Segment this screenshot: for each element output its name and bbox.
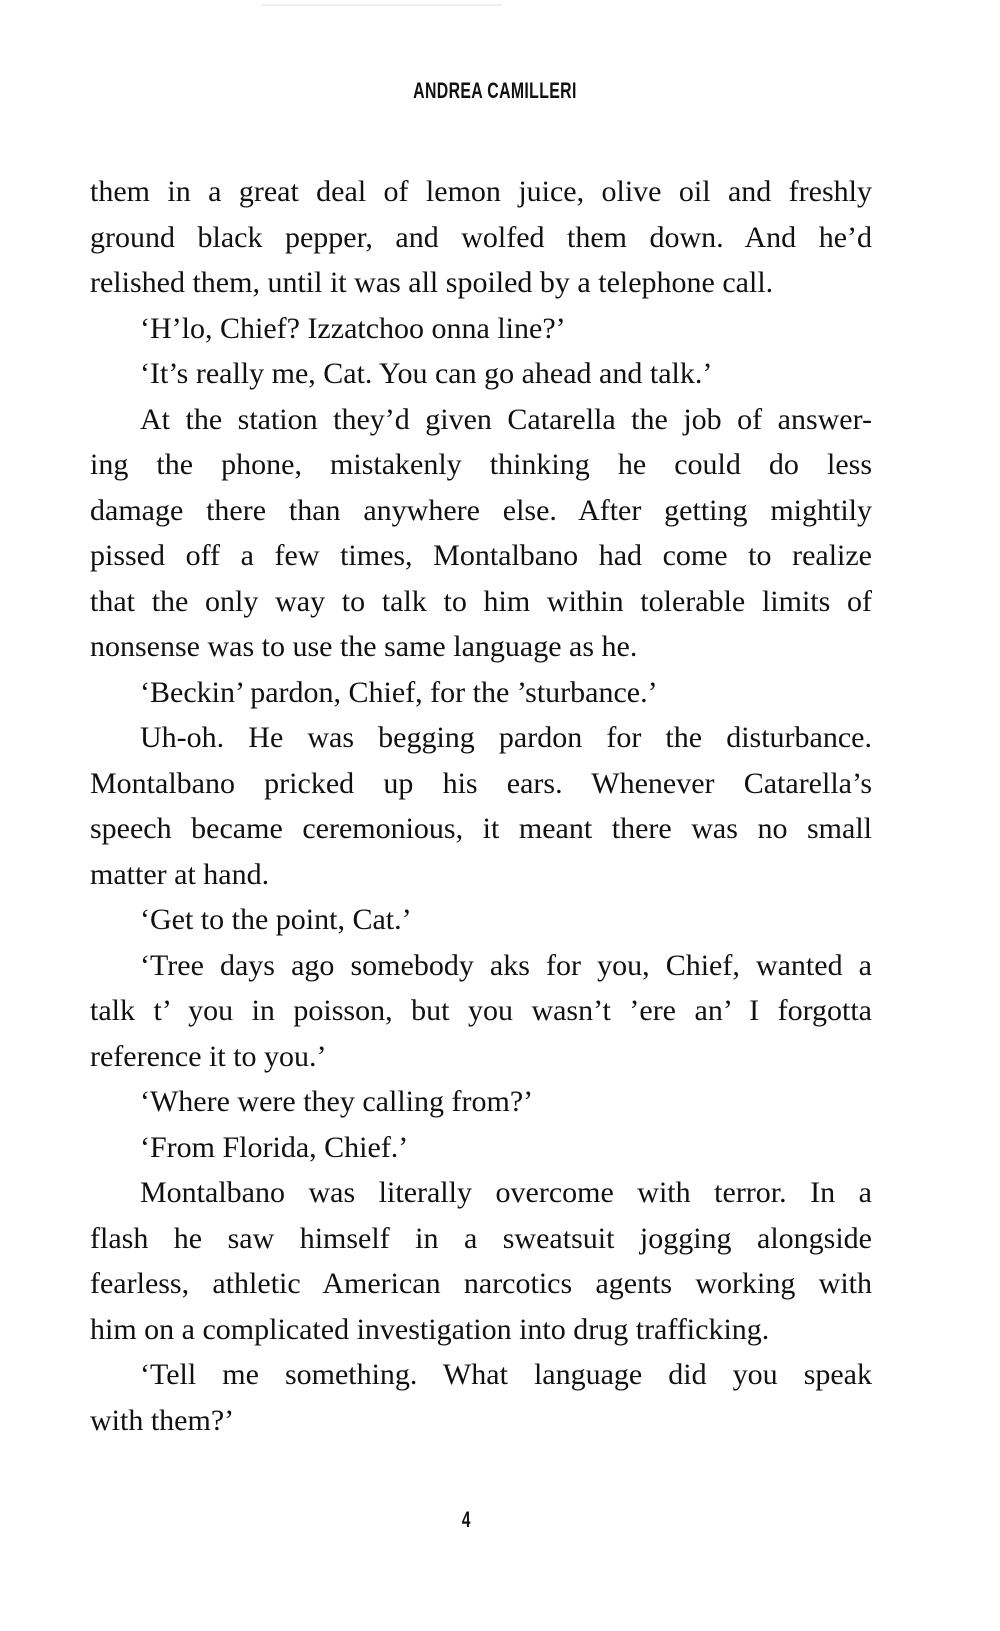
text-line: flash he saw himself in a sweatsuit jogging alongside xyxy=(90,1221,872,1255)
scan-artifact xyxy=(262,4,502,6)
text-line: ‘Tree days ago somebody aks for you, Chief, wanted a xyxy=(140,948,872,982)
text-line: ‘Tell me something. What language did you speak xyxy=(140,1358,872,1391)
text-line: matter at hand. xyxy=(90,857,270,891)
text-line: ing the phone, mistakenly thinking he could do less xyxy=(90,448,872,481)
text-line: ‘It’s really me, Cat. You can go ahead and talk.’ xyxy=(140,357,713,390)
text-line: ‘Beckin’ pardon, Chief, for the ’sturbance.’ xyxy=(140,675,658,709)
text-line: Uh-oh. He was begging pardon for the disturbance. xyxy=(140,721,872,754)
text-line: him on a complicated investigation into drug trafficking. xyxy=(90,1312,770,1346)
text-line: nonsense was to use the same language as he. xyxy=(90,630,638,663)
text-line: ‘H’lo, Chief? Izzatchoo onna line?’ xyxy=(140,311,566,345)
text-line: At the station they’d given Catarella the job of answer- xyxy=(140,402,872,436)
text-line: that the only way to talk to him within tolerable limits of xyxy=(90,584,872,618)
text-line: speech became ceremonious, it meant there was no small xyxy=(90,812,872,845)
text-line: ‘Get to the point, Cat.’ xyxy=(140,903,412,936)
text-line: pissed off a few times, Montalbano had come to realize xyxy=(90,539,872,572)
text-line: reference it to you.’ xyxy=(90,1039,327,1073)
text-line: with them?’ xyxy=(90,1403,235,1437)
text-line: Montalbano pricked up his ears. Whenever Catarella’s xyxy=(90,766,872,800)
text-line: Montalbano was literally overcome with terror. In a xyxy=(140,1176,872,1209)
text-line: relished them, until it was all spoiled by a telephone call. xyxy=(90,266,774,299)
text-line: ‘Where were they calling from?’ xyxy=(140,1085,534,1118)
text-line: them in a great deal of lemon juice, olive oil and freshly xyxy=(90,175,872,208)
running-header: ANDREA CAMILLERI xyxy=(413,78,577,103)
text-line: fearless, athletic American narcotics agents working with xyxy=(90,1267,872,1300)
body-text xyxy=(90,169,872,1443)
page-number: 4 xyxy=(461,1507,471,1532)
text-line: ‘From Florida, Chief.’ xyxy=(140,1130,409,1164)
text-line: talk t’ you in poisson, but you wasn’t ’ere an’ I forgotta xyxy=(90,994,872,1027)
text-line: ground black pepper, and wolfed them down. And he’d xyxy=(90,220,872,254)
text-line: damage there than anywhere else. After getting mightily xyxy=(90,493,872,527)
